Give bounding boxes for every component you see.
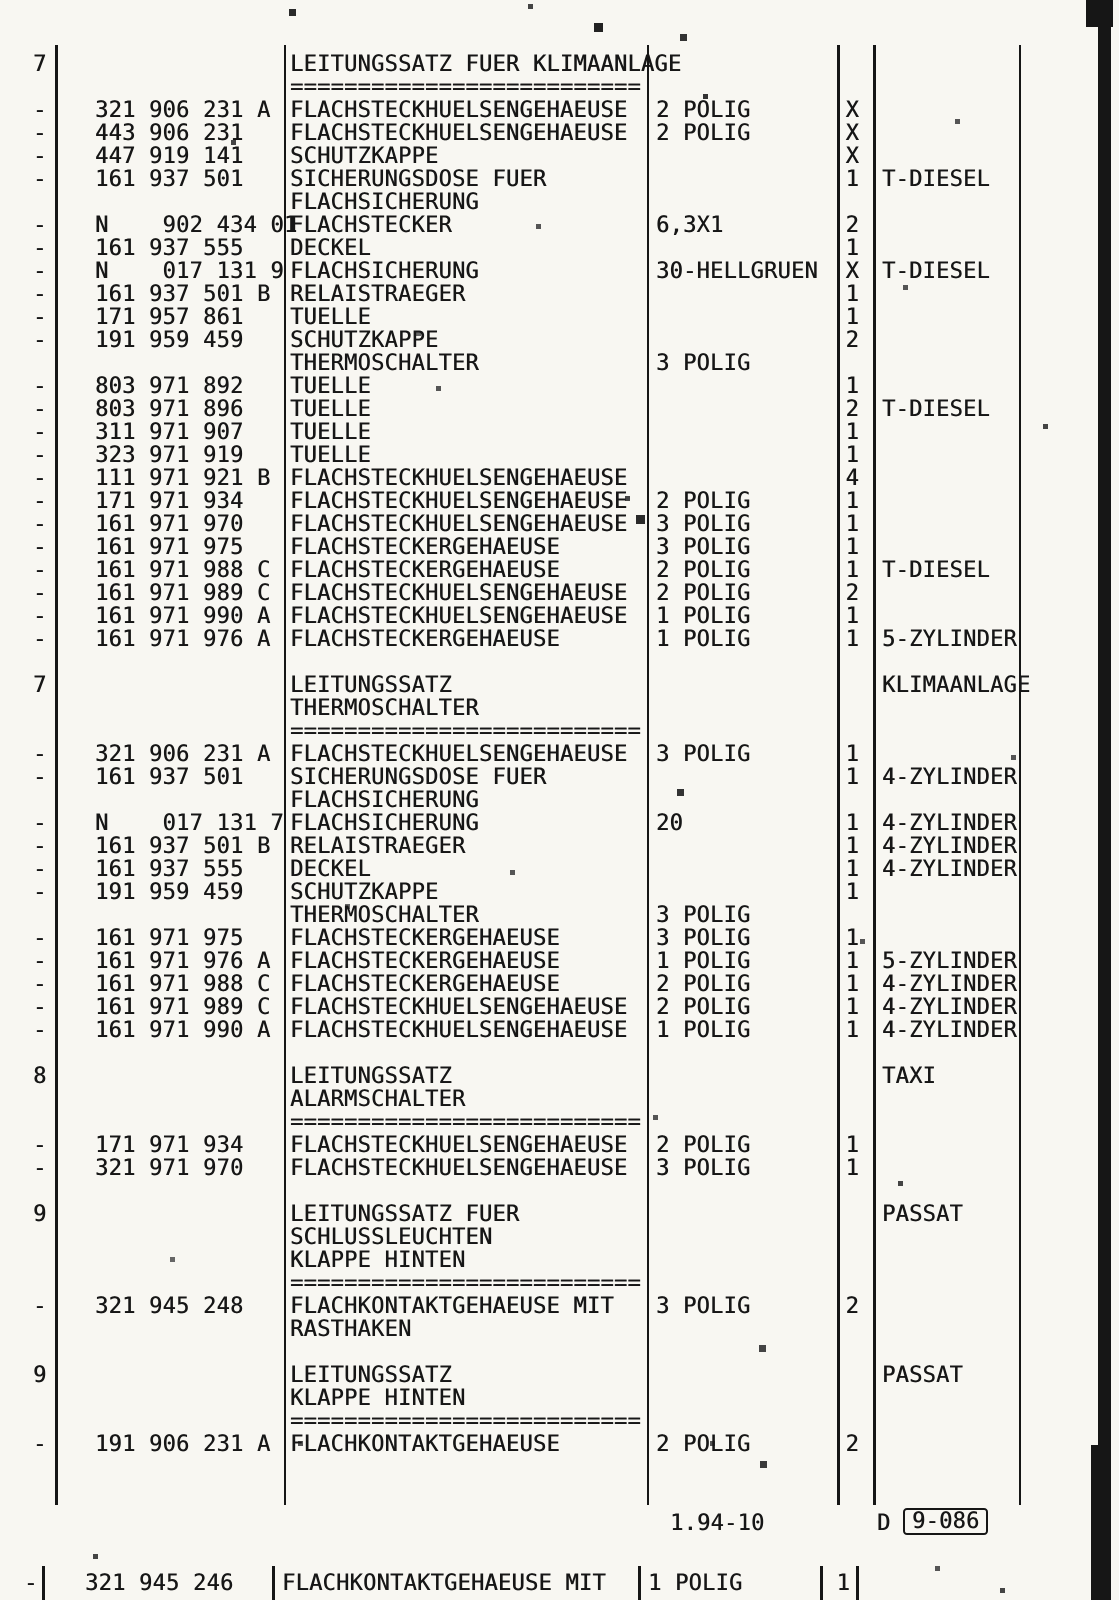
part-description: FLACHSICHERUNG — [290, 259, 479, 284]
table-row — [0, 743, 1119, 766]
item-marker: - — [33, 466, 47, 491]
part-description: ========================== — [290, 1409, 641, 1434]
item-marker: - — [33, 98, 47, 123]
part-number: 191 959 459 — [95, 328, 244, 353]
item-marker: - — [33, 1133, 47, 1158]
table-row — [0, 674, 1119, 697]
table-row — [0, 628, 1119, 651]
quantity: 1 — [845, 420, 859, 445]
spec: 3 POLIG — [656, 1156, 751, 1181]
part-description: FLACHSTECKHUELSENGEHAEUSE — [290, 604, 628, 629]
spec: 1 POLIG — [648, 1571, 743, 1596]
table-row — [0, 444, 1119, 467]
quantity: 1 — [845, 604, 859, 629]
part-description: FLACHSTECKHUELSENGEHAEUSE — [290, 98, 628, 123]
part-number: 447 919 141 — [95, 144, 244, 169]
part-number: 171 957 861 — [95, 305, 244, 330]
part-description: FLACHSTECKHUELSENGEHAEUSE — [290, 489, 628, 514]
part-number: 161 971 976 A — [95, 627, 271, 652]
spec: 1 POLIG — [656, 604, 751, 629]
item-marker: - — [33, 489, 47, 514]
part-description: FLACHSTECKHUELSENGEHAEUSE — [290, 466, 628, 491]
spec: 30-HELLGRUEN — [656, 259, 818, 284]
table-row — [0, 490, 1119, 513]
spec: 3 POLIG — [656, 742, 751, 767]
table-row — [0, 122, 1119, 145]
part-number: N 017 131 9 — [95, 259, 284, 284]
part-number: 161 971 975 — [95, 535, 244, 560]
part-number: N 017 131 7 — [95, 811, 284, 836]
item-marker: - — [33, 1294, 47, 1319]
part-number: 161 937 555 — [95, 857, 244, 882]
item-marker: - — [33, 857, 47, 882]
item-marker: - — [33, 811, 47, 836]
part-number: 161 971 990 A — [95, 1018, 271, 1043]
model-remark: 4-ZYLINDER — [882, 972, 1017, 997]
model-remark: 5-ZYLINDER — [882, 627, 1017, 652]
part-number: 321 906 231 A — [95, 98, 271, 123]
part-description: TUELLE — [290, 305, 371, 330]
model-remark: 4-ZYLINDER — [882, 811, 1017, 836]
item-marker: - — [33, 1018, 47, 1043]
table-row — [0, 812, 1119, 835]
table-row — [0, 1019, 1119, 1042]
quantity: 1 — [845, 926, 859, 951]
separator-row — [0, 76, 1119, 99]
item-marker: - — [33, 604, 47, 629]
table-row — [0, 1088, 1119, 1111]
part-description: LEITUNGSSATZ FUER KLIMAANLAGE — [290, 52, 682, 77]
item-marker: 7 — [33, 673, 47, 698]
part-number: 803 971 896 — [95, 397, 244, 422]
quantity: 1 — [845, 489, 859, 514]
part-description: FLACHSTECKERGEHAEUSE — [290, 627, 560, 652]
quantity: 1 — [845, 972, 859, 997]
quantity: 2 — [845, 328, 859, 353]
table-row — [0, 168, 1119, 191]
part-description: FLACHSTECKHUELSENGEHAEUSE — [290, 581, 628, 606]
part-description: FLACHKONTAKTGEHAEUSE — [290, 1432, 560, 1457]
table-row — [0, 191, 1119, 214]
table-row — [0, 559, 1119, 582]
item-marker: - — [33, 926, 47, 951]
quantity: 1 — [845, 627, 859, 652]
table-row — [0, 1318, 1119, 1341]
item-marker: - — [33, 535, 47, 560]
item-marker: - — [33, 558, 47, 583]
footer-revision-letter: D — [877, 1511, 891, 1536]
part-description: SICHERUNGSDOSE FUER — [290, 167, 547, 192]
item-marker: - — [33, 259, 47, 284]
spec: 3 POLIG — [656, 1294, 751, 1319]
item-marker: - — [33, 1156, 47, 1181]
item-marker: - — [33, 236, 47, 261]
model-remark: TAXI — [882, 1064, 936, 1089]
part-description: THERMOSCHALTER — [290, 903, 479, 928]
part-number: 161 971 970 — [95, 512, 244, 537]
table-row — [0, 927, 1119, 950]
spec: 2 POLIG — [656, 489, 751, 514]
part-number: 443 906 231 — [95, 121, 244, 146]
table-row — [0, 467, 1119, 490]
item-marker: - — [33, 167, 47, 192]
table-row — [0, 904, 1119, 927]
spec: 2 POLIG — [656, 1133, 751, 1158]
spec: 6,3X1 — [656, 213, 724, 238]
table-row — [0, 881, 1119, 904]
part-number: 191 906 231 A — [95, 1432, 271, 1457]
spec: 1 POLIG — [656, 949, 751, 974]
part-number: 321 945 246 — [85, 1571, 234, 1596]
model-remark: PASSAT — [882, 1363, 963, 1388]
spec: 3 POLIG — [656, 512, 751, 537]
model-remark: T-DIESEL — [882, 259, 990, 284]
part-number: 171 971 934 — [95, 489, 244, 514]
part-description: FLACHKONTAKTGEHAEUSE MIT — [282, 1571, 606, 1596]
part-number: 161 937 501 — [95, 765, 244, 790]
part-number: 171 971 934 — [95, 1133, 244, 1158]
part-number: 311 971 907 — [95, 420, 244, 445]
item-marker: - — [24, 1571, 38, 1596]
spec: 2 POLIG — [656, 1432, 751, 1457]
quantity: 1 — [845, 1133, 859, 1158]
table-row — [0, 306, 1119, 329]
part-description: FLACHSTECKHUELSENGEHAEUSE — [290, 1156, 628, 1181]
part-description: FLACHSTECKHUELSENGEHAEUSE — [290, 742, 628, 767]
part-description: DECKEL — [290, 857, 371, 882]
table-row — [0, 1364, 1119, 1387]
quantity: 1 — [845, 305, 859, 330]
quantity: 2 — [845, 581, 859, 606]
part-description: LEITUNGSSATZ — [290, 673, 452, 698]
model-remark: T-DIESEL — [882, 558, 990, 583]
quantity: 1 — [845, 742, 859, 767]
quantity: 2 — [845, 397, 859, 422]
table-row — [0, 1134, 1119, 1157]
spec: 2 POLIG — [656, 581, 751, 606]
table-row — [0, 1203, 1119, 1226]
item-marker: - — [33, 420, 47, 445]
part-description: ========================== — [290, 719, 641, 744]
part-description: TUELLE — [290, 443, 371, 468]
part-description: KLAPPE HINTEN — [290, 1386, 466, 1411]
part-number: 161 937 501 B — [95, 282, 271, 307]
table-row — [0, 421, 1119, 444]
item-marker: - — [33, 328, 47, 353]
part-description: TUELLE — [290, 374, 371, 399]
part-number: 161 971 988 C — [95, 558, 271, 583]
part-description: FLACHSTECKERGEHAEUSE — [290, 949, 560, 974]
part-number: 321 945 248 — [95, 1294, 244, 1319]
model-remark: 4-ZYLINDER — [882, 995, 1017, 1020]
item-marker: - — [33, 305, 47, 330]
part-description: FLACHSTECKERGEHAEUSE — [290, 535, 560, 560]
part-description: FLACHSTECKER — [290, 213, 452, 238]
table-row — [0, 582, 1119, 605]
table-row — [0, 1295, 1119, 1318]
model-remark: T-DIESEL — [882, 167, 990, 192]
item-marker: - — [33, 121, 47, 146]
quantity: 1 — [845, 1156, 859, 1181]
part-description: FLACHSTECKHUELSENGEHAEUSE — [290, 995, 628, 1020]
part-description: FLACHSTECKHUELSENGEHAEUSE — [290, 512, 628, 537]
table-row — [0, 697, 1119, 720]
table-row — [0, 1226, 1119, 1249]
part-number: 321 906 231 A — [95, 742, 271, 767]
item-marker: - — [33, 995, 47, 1020]
table-row — [0, 513, 1119, 536]
spec: 3 POLIG — [656, 903, 751, 928]
item-marker: - — [33, 949, 47, 974]
item-marker: - — [33, 282, 47, 307]
item-marker: - — [33, 144, 47, 169]
table-row — [0, 1433, 1119, 1456]
part-description: LEITUNGSSATZ FUER — [290, 1202, 520, 1227]
part-number: 803 971 892 — [95, 374, 244, 399]
table-row — [0, 99, 1119, 122]
page-footer — [0, 1509, 1119, 1538]
table-row — [0, 145, 1119, 168]
separator-row — [0, 1272, 1119, 1295]
table-row — [0, 858, 1119, 881]
table-row — [0, 766, 1119, 789]
part-number: 161 937 501 — [95, 167, 244, 192]
quantity: 1 — [845, 880, 859, 905]
spec: 1 POLIG — [656, 627, 751, 652]
quantity: 4 — [845, 466, 859, 491]
part-number: 161 971 988 C — [95, 972, 271, 997]
quantity: 2 — [845, 1432, 859, 1457]
model-remark: KLIMAANLAGE — [882, 673, 1031, 698]
quantity: 1 — [845, 834, 859, 859]
part-number: 161 971 989 C — [95, 581, 271, 606]
table-row — [0, 214, 1119, 237]
quantity: 1 — [845, 995, 859, 1020]
part-description: KLAPPE HINTEN — [290, 1248, 466, 1273]
part-description: FLACHSTECKHUELSENGEHAEUSE — [290, 1018, 628, 1043]
quantity: 1 — [845, 1018, 859, 1043]
item-marker: - — [33, 374, 47, 399]
spec: 3 POLIG — [656, 535, 751, 560]
table-row — [0, 1249, 1119, 1272]
part-description: FLACHSTECKHUELSENGEHAEUSE — [290, 121, 628, 146]
table-row — [0, 283, 1119, 306]
table-row — [0, 536, 1119, 559]
item-marker: 9 — [33, 1363, 47, 1388]
part-description: ========================== — [290, 1271, 641, 1296]
item-marker: - — [33, 834, 47, 859]
spec: 2 POLIG — [656, 121, 751, 146]
item-marker: - — [33, 443, 47, 468]
part-description: TUELLE — [290, 397, 371, 422]
part-number: 161 971 990 A — [95, 604, 271, 629]
model-remark: T-DIESEL — [882, 397, 990, 422]
table-row — [0, 789, 1119, 812]
spec: 20 — [656, 811, 683, 836]
quantity: X — [845, 144, 859, 169]
part-description: LEITUNGSSATZ — [290, 1064, 452, 1089]
part-number: 161 971 989 C — [95, 995, 271, 1020]
quantity: 1 — [845, 535, 859, 560]
table-row — [0, 973, 1119, 996]
quantity: 1 — [845, 558, 859, 583]
part-description: SCHLUSSLEUCHTEN — [290, 1225, 493, 1250]
part-description: THERMOSCHALTER — [290, 351, 479, 376]
part-number: 161 937 501 B — [95, 834, 271, 859]
item-marker: 7 — [33, 52, 47, 77]
part-description: ALARMSCHALTER — [290, 1087, 466, 1112]
table-row — [0, 53, 1119, 76]
quantity: X — [845, 98, 859, 123]
item-marker: 8 — [33, 1064, 47, 1089]
fragment-line-1 — [42, 1566, 45, 1600]
part-number: 191 959 459 — [95, 880, 244, 905]
next-page-fragment-row — [0, 1572, 1119, 1600]
spec: 3 POLIG — [656, 926, 751, 951]
item-marker: - — [33, 880, 47, 905]
table-row — [0, 329, 1119, 352]
part-description: FLACHSTECKERGEHAEUSE — [290, 972, 560, 997]
model-remark: PASSAT — [882, 1202, 963, 1227]
quantity: 1 — [836, 1571, 850, 1596]
quantity: 1 — [845, 857, 859, 882]
part-number: 161 937 555 — [95, 236, 244, 261]
part-description: SCHUTZKAPPE — [290, 880, 439, 905]
table-row — [0, 835, 1119, 858]
part-description: SCHUTZKAPPE — [290, 144, 439, 169]
table-row — [0, 352, 1119, 375]
quantity: 1 — [845, 949, 859, 974]
model-remark: 4-ZYLINDER — [882, 857, 1017, 882]
part-description: FLACHSICHERUNG — [290, 788, 479, 813]
part-description: ========================== — [290, 75, 641, 100]
part-description: DECKEL — [290, 236, 371, 261]
spec: 2 POLIG — [656, 972, 751, 997]
part-description: FLACHSICHERUNG — [290, 190, 479, 215]
quantity: 1 — [845, 512, 859, 537]
spec: 2 POLIG — [656, 98, 751, 123]
quantity: 1 — [845, 765, 859, 790]
part-number: 323 971 919 — [95, 443, 244, 468]
part-number: N 902 434 01 — [95, 213, 298, 238]
item-marker: - — [33, 765, 47, 790]
quantity: 1 — [845, 811, 859, 836]
separator-row — [0, 1111, 1119, 1134]
footer-page-code-box — [903, 1508, 988, 1535]
scan-noise-specks — [0, 0, 1, 1]
model-remark: 4-ZYLINDER — [882, 1018, 1017, 1043]
model-remark: 4-ZYLINDER — [882, 834, 1017, 859]
item-marker: - — [33, 213, 47, 238]
quantity: 1 — [845, 443, 859, 468]
separator-row — [0, 720, 1119, 743]
table-row — [0, 1065, 1119, 1088]
spec: 2 POLIG — [656, 995, 751, 1020]
part-description: SCHUTZKAPPE — [290, 328, 439, 353]
scan-edge-top-blob — [1086, 0, 1113, 27]
footer-date-code: 1.94-10 — [670, 1511, 765, 1536]
part-number: 161 971 976 A — [95, 949, 271, 974]
footer-page-code: 9-086 — [912, 1509, 980, 1534]
item-marker: - — [33, 742, 47, 767]
part-description: RELAISTRAEGER — [290, 834, 466, 859]
quantity: X — [845, 121, 859, 146]
table-row — [0, 237, 1119, 260]
part-description: FLACHSTECKHUELSENGEHAEUSE — [290, 1133, 628, 1158]
table-row — [0, 398, 1119, 421]
part-description: THERMOSCHALTER — [290, 696, 479, 721]
fragment-line-5 — [856, 1566, 859, 1600]
part-number: 321 971 970 — [95, 1156, 244, 1181]
spec: 3 POLIG — [656, 351, 751, 376]
part-description: RASTHAKEN — [290, 1317, 412, 1342]
item-marker: 9 — [33, 1202, 47, 1227]
fragment-line-2 — [272, 1566, 275, 1600]
quantity: X — [845, 259, 859, 284]
part-description: FLACHKONTAKTGEHAEUSE MIT — [290, 1294, 614, 1319]
part-description: ========================== — [290, 1110, 641, 1135]
quantity: 1 — [845, 282, 859, 307]
part-description: RELAISTRAEGER — [290, 282, 466, 307]
quantity: 1 — [845, 167, 859, 192]
model-remark: 5-ZYLINDER — [882, 949, 1017, 974]
part-description: LEITUNGSSATZ — [290, 1363, 452, 1388]
part-number: 161 971 975 — [95, 926, 244, 951]
spec: 1 POLIG — [656, 1018, 751, 1043]
item-marker: - — [33, 1432, 47, 1457]
table-row — [0, 950, 1119, 973]
table-row — [0, 996, 1119, 1019]
part-description: FLACHSICHERUNG — [290, 811, 479, 836]
table-row — [0, 605, 1119, 628]
table-row — [0, 375, 1119, 398]
part-description: SICHERUNGSDOSE FUER — [290, 765, 547, 790]
spec: 2 POLIG — [656, 558, 751, 583]
part-description: TUELLE — [290, 420, 371, 445]
table-row — [0, 260, 1119, 283]
item-marker: - — [33, 397, 47, 422]
item-marker: - — [33, 581, 47, 606]
table-row — [0, 1387, 1119, 1410]
item-marker: - — [33, 627, 47, 652]
quantity: 1 — [845, 374, 859, 399]
quantity: 1 — [845, 236, 859, 261]
item-marker: - — [33, 972, 47, 997]
fragment-line-3 — [638, 1566, 641, 1600]
part-description: FLACHSTECKERGEHAEUSE — [290, 558, 560, 583]
part-description: FLACHSTECKERGEHAEUSE — [290, 926, 560, 951]
part-number: 111 971 921 B — [95, 466, 271, 491]
model-remark: 4-ZYLINDER — [882, 765, 1017, 790]
quantity: 2 — [845, 213, 859, 238]
item-marker: - — [33, 512, 47, 537]
quantity: 2 — [845, 1294, 859, 1319]
table-row — [0, 1157, 1119, 1180]
separator-row — [0, 1410, 1119, 1433]
